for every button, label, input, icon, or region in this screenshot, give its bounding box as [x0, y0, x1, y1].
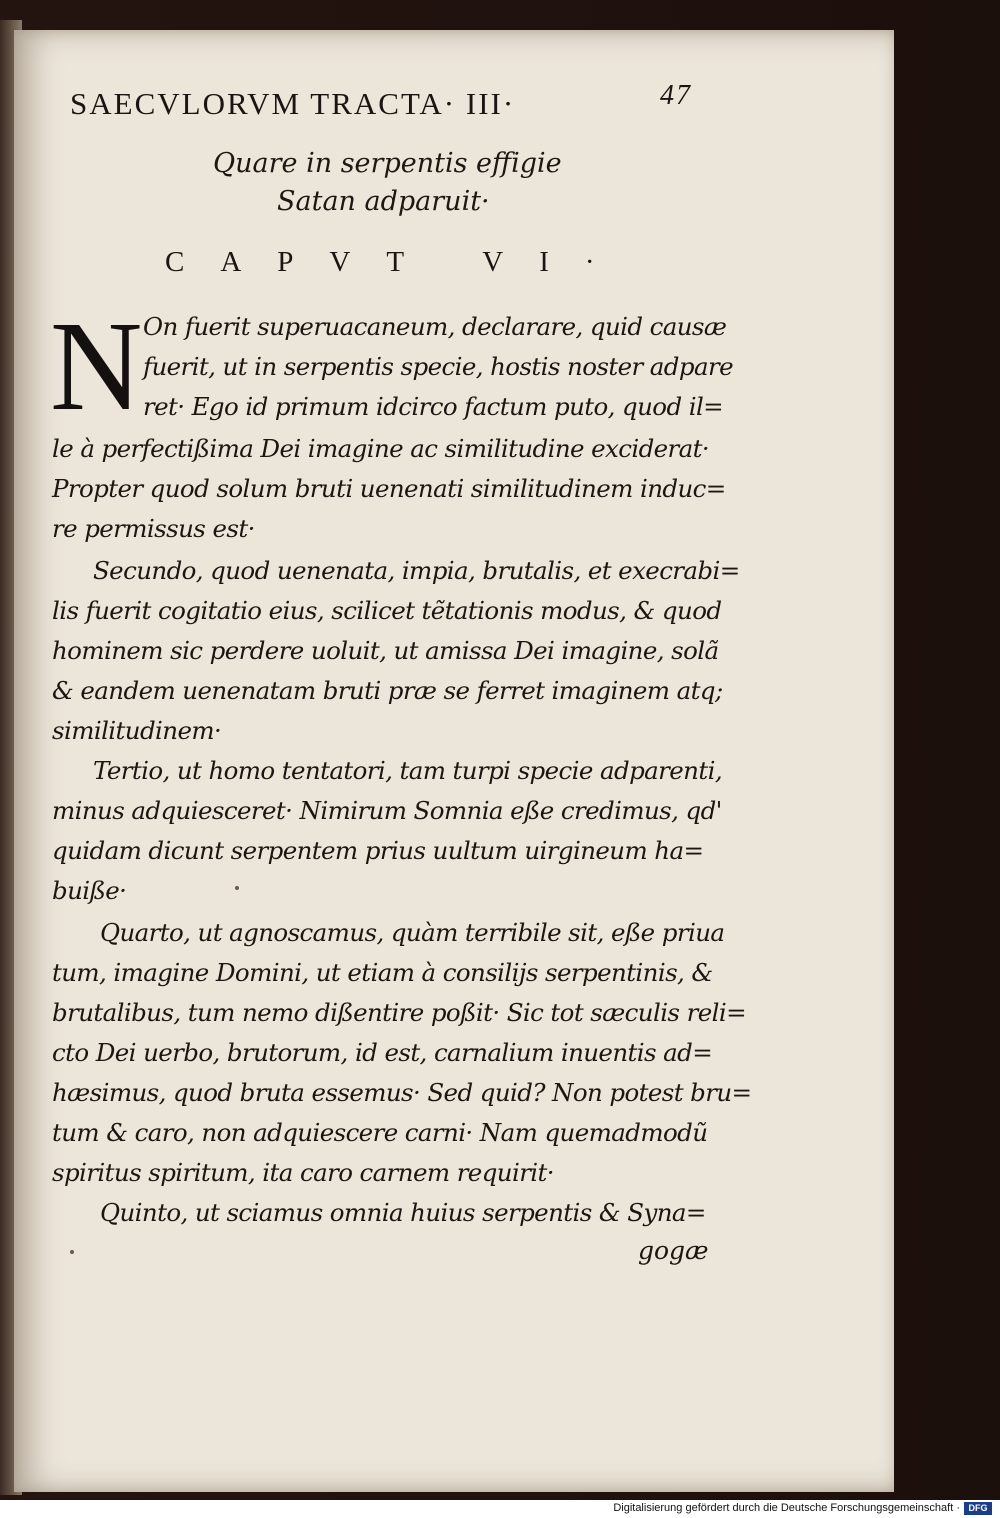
text-line: fuerit, ut in serpentis specie, hostis noster adpare: [143, 352, 733, 381]
text-line: Tertio, ut homo tentatori, tam turpi specie adparenti,: [93, 756, 723, 785]
text-line: ret· Ego id primum idcirco factum puto, quod il=: [143, 392, 724, 421]
text-line: Propter quod solum bruti uenenati similitudinem induc=: [52, 474, 726, 503]
catchword: gogæ: [638, 1236, 709, 1265]
text-line: lis fuerit cogitatio eius, scilicet tẽtationis modus, & quod: [52, 596, 722, 625]
text-line: le à perfectißima Dei imagine ac similitudine exciderat·: [52, 434, 710, 463]
text-line: hominem sic perdere uoluit, ut amissa Dei imagine, solã: [52, 636, 719, 665]
text-line: cto Dei uerbo, brutorum, id est, carnalium inuentis ad=: [52, 1038, 713, 1067]
ink-speck: [235, 886, 239, 890]
chapter-heading-line-2: Satan adparuit·: [277, 186, 490, 217]
text-line: & eandem uenenatam bruti præ se ferret imaginem atq;: [52, 676, 723, 705]
text-line: tum & caro, non adquiescere carni· Nam quemadmodũ: [52, 1118, 708, 1147]
text-line: tum, imagine Domini, ut etiam à consilijs serpentinis, &: [52, 958, 713, 987]
text-line: Quinto, ut sciamus omnia huius serpentis & Syna=: [100, 1198, 706, 1227]
text-line: hæsimus, quod bruta essemus· Sed quid? Non potest bru=: [52, 1078, 752, 1107]
text-line: minus adquiesceret· Nimirum Somnia eße credimus, qd': [52, 796, 722, 825]
chapter-number: CAPVT VI·: [165, 246, 631, 278]
text-line: Quarto, ut agnoscamus, quàm terribile sit, eße priua: [100, 918, 725, 947]
text-line: Secundo, quod uenenata, impia, brutalis, et execrabi=: [93, 556, 740, 585]
text-line: quidam dicunt serpentem prius uultum uirgineum ha=: [52, 836, 704, 865]
decorated-initial: N: [50, 295, 143, 437]
text-line: similitudinem·: [52, 716, 222, 745]
funding-notice: Digitalisierung gefördert durch die Deutsche Forschungsgemeinschaft ·: [613, 1502, 960, 1514]
text-line: spiritus spiritum, ita caro carnem requirit·: [52, 1158, 554, 1187]
chapter-heading-line-1: Quare in serpentis effigie: [213, 148, 562, 179]
text-line: brutalibus, tum nemo dißentire poßit· Sic tot sæculis reli=: [52, 998, 747, 1027]
text-line: re permissus est·: [52, 514, 255, 543]
dfg-logo: DFG: [964, 1502, 992, 1515]
running-head-title: SAECVLORVM TRACTA· III·: [70, 86, 516, 121]
text-line: buiße·: [52, 876, 127, 905]
page-number: 47: [660, 80, 692, 111]
text-line: On fuerit superuacaneum, declarare, quid causæ: [143, 312, 727, 341]
ink-speck: [70, 1250, 74, 1254]
